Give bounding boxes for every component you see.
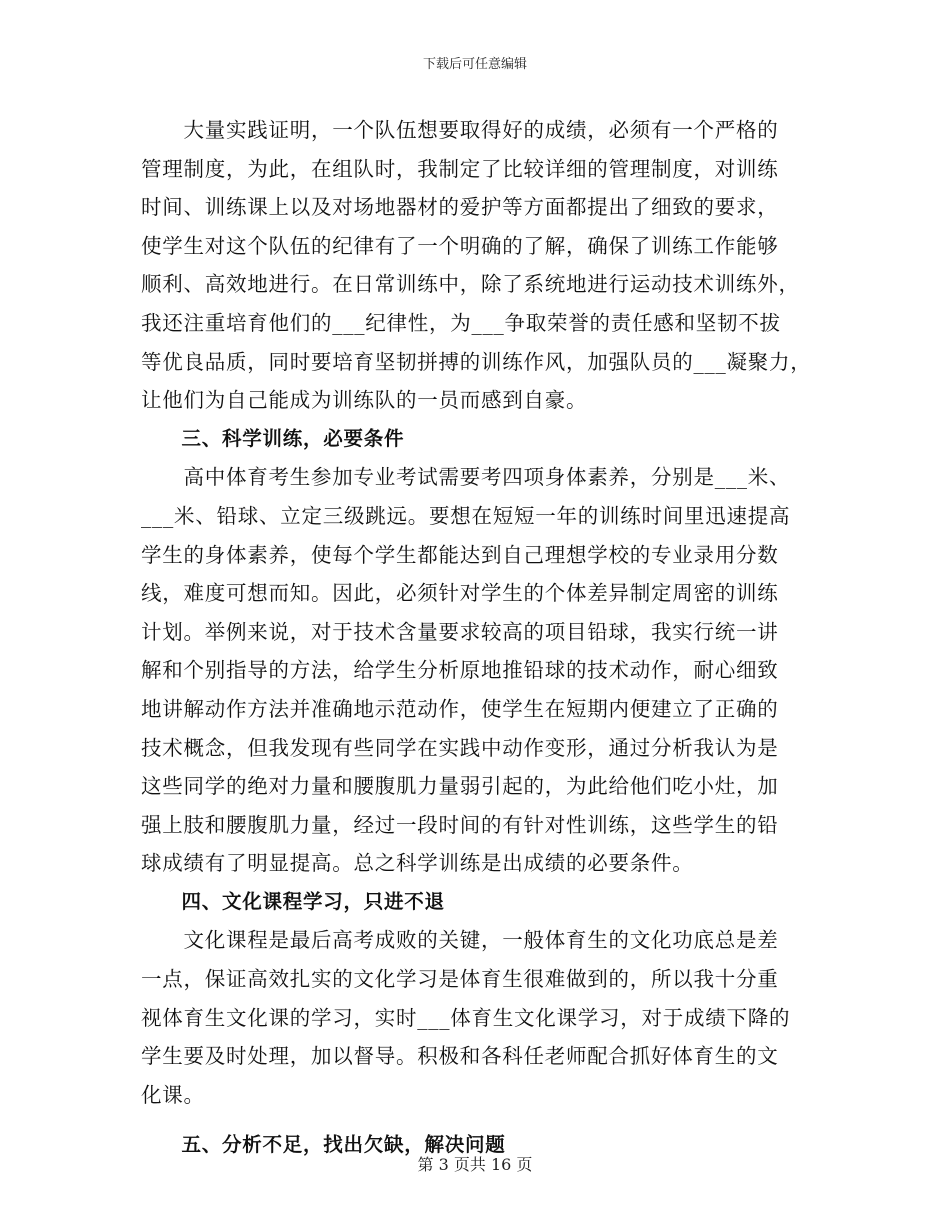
paragraph-line: 技术概念，但我发现有些同学在实践中动作变形，通过分析我认为是 xyxy=(141,735,779,760)
paragraph-line: 管理制度，为此，在组队时，我制定了比较详细的管理制度，对训练 xyxy=(141,156,779,181)
paragraph-line: 强上肢和腰腹肌力量，经过一段时间的有针对性训练，这些学生的铅 xyxy=(141,812,779,837)
paragraph-line: 使学生对这个队伍的纪律有了一个明确的了解，确保了训练工作能够 xyxy=(141,233,779,258)
paragraph-line: 一点，保证高效扎实的文化学习是体育生很难做到的，所以我十分重 xyxy=(141,967,779,992)
paragraph-line: 化课。 xyxy=(141,1082,205,1107)
paragraph-spacer xyxy=(141,1114,821,1126)
paragraph-line: 地讲解动作方法并准确地示范动作，使学生在短期内便建立了正确的 xyxy=(141,696,779,721)
paragraph-line: 等优良品质，同时要培育坚韧拼搏的训练作风，加强队员的___凝聚力， xyxy=(141,349,812,374)
paragraph-line: ___米、铅球、立定三级跳远。要想在短短一年的训练时间里迅速提高 xyxy=(141,503,791,528)
paragraph-line: 解和个别指导的方法，给学生分析原地推铅球的技术动作，耐心细致 xyxy=(141,658,779,683)
paragraph-line: 高中体育考生参加专业考试需要考四项身体素养，分别是___米、 xyxy=(141,465,791,490)
paragraph-line: 让他们为自己能成为训练队的一员而感到自豪。 xyxy=(141,388,588,413)
document-body xyxy=(141,111,821,1165)
paragraph xyxy=(141,458,821,883)
paragraph-line: 球成绩有了明显提高。总之科学训练是出成绩的必要条件。 xyxy=(141,851,694,876)
paragraph-line: 时间、训练课上以及对场地器材的爱护等方面都提出了细致的要求， xyxy=(141,195,779,220)
paragraph xyxy=(141,921,821,1114)
section-heading: 五、分析不足，找出欠缺，解决问题 xyxy=(141,1133,506,1157)
page-header: 下载后可任意编辑 xyxy=(422,57,527,72)
paragraph-line: 文化课程是最后高考成败的关键，一般体育生的文化功底总是差 xyxy=(141,928,779,953)
section-heading: 三、科学训练，必要条件 xyxy=(141,426,405,450)
paragraph-line: 顺利、高效地进行。在日常训练中，除了系统地进行运动技术训练外， xyxy=(141,272,800,297)
paragraph-line: 大量实践证明，一个队伍想要取得好的成绩，必须有一个严格的 xyxy=(141,118,779,142)
paragraph xyxy=(141,111,821,420)
paragraph-line: 这些同学的绝对力量和腰腹肌力量弱引起的，为此给他们吃小灶，加 xyxy=(141,774,779,799)
paragraph-line: 线，难度可想而知。因此，必须针对学生的个体差异制定周密的训练 xyxy=(141,581,779,606)
paragraph-line: 视体育生文化课的学习，实时___体育生文化课学习，对于成绩下降的 xyxy=(141,1005,791,1030)
paragraph-line: 学生的身体素养，使每个学生都能达到自己理想学校的专业录用分数 xyxy=(141,542,779,567)
paragraph-line: 计划。举例来说，对于技术含量要求较高的项目铅球，我实行统一讲 xyxy=(141,619,779,644)
section-heading: 四、文化课程学习，只进不退 xyxy=(141,889,445,913)
paragraph-line: 我还注重培育他们的___纪律性，为___争取荣誉的责任感和坚韧不拔 xyxy=(141,310,781,335)
paragraph-line: 学生要及时处理，加以督导。积极和各科任老师配合抓好体育生的文 xyxy=(141,1044,779,1069)
page-footer: 第 3 页共 16 页 xyxy=(417,1155,533,1174)
